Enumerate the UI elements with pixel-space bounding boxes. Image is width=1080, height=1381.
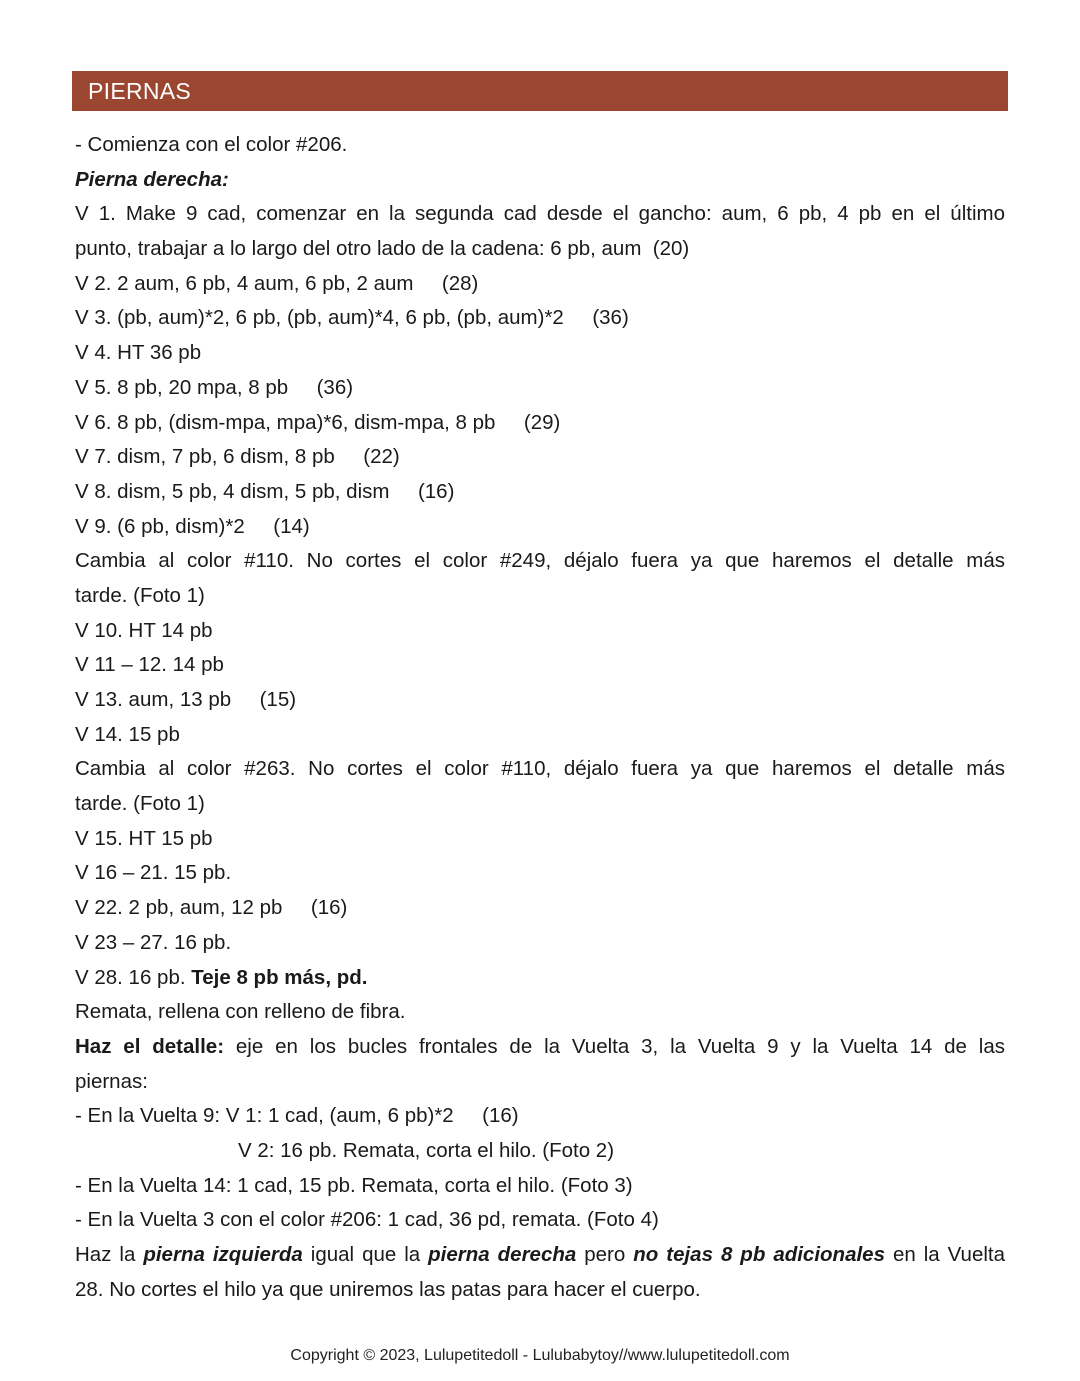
text-line: V 5. 8 pb, 20 mpa, 8 pb (36) [75,375,354,399]
section-title: PIERNAS [88,78,192,104]
text-line: V 10. HT 14 pb [75,618,213,642]
text-line: V 3. (pb, aum)*2, 6 pb, (pb, aum)*4, 6 pb, (pb, aum)*2 (36) [75,306,629,330]
text-line: Remata, rellena con relleno de fibra. [75,1000,406,1024]
text-line: - En la Vuelta 14: 1 cad, 15 pb. Remata, corta el hilo. (Foto 3) [75,1173,633,1197]
text-run: V 28. 16 pb. [75,965,192,989]
text-line: V 7. dism, 7 pb, 6 dism, 8 pb (22) [75,445,400,469]
text-line: tarde. (Foto 1) [75,583,205,607]
text-line: - Comienza con el color #206. [75,133,348,156]
bold-italic-text-run: pierna derecha [428,1243,577,1266]
text-run: en la Vuelta [884,1243,1005,1266]
text-line [75,1238,1005,1273]
text-line: punto, trabajar a lo largo del otro lado de la cadena: 6 pb, aum (20) [75,237,690,261]
text-line [75,1030,1005,1065]
text-line: V 8. dism, 5 pb, 4 dism, 5 pb, dism (16) [75,479,455,503]
text-line: V 15. HT 15 pb [75,826,213,850]
text-line: Cambia al color #110. No cortes el color #249, déjalo fuera ya que haremos el detalle más [75,549,1005,573]
text-line: V 6. 8 pb, (dism-mpa, mpa)*6, dism-mpa, 8 pb (29) [75,410,561,434]
text-line: - En la Vuelta 9: V 1: 1 cad, (aum, 6 pb)*2 (16) [75,1104,519,1128]
text-line: tarde. (Foto 1) [75,792,205,816]
copyright-footer: Copyright © 2023, Lulupetitedoll - Lulubabytoy//www.lulupetitedoll.com [290,1347,790,1364]
text-run: pero [576,1243,634,1266]
text-line: V 16 – 21. 15 pb. [75,861,232,885]
bold-text-run: Teje 8 pb más, pd. [191,965,368,989]
text-line: Cambia al color #263. No cortes el color #110, déjalo fuera ya que haremos el detalle más [75,757,1005,781]
text-line: V 11 – 12. 14 pb [75,653,224,677]
text-line: piernas: [75,1069,148,1093]
text-line: V 1. Make 9 cad, comenzar en la segunda cad desde el gancho: aum, 6 pb, 4 pb en el último [75,202,1005,226]
text-run: eje en los bucles frontales de la Vuelta 3, la Vuelta 9 y la Vuelta 14 de las [224,1034,1006,1058]
text-line: V 23 – 27. 16 pb. [75,930,232,954]
section-header [72,71,1008,111]
text-line: V 4. HT 36 pb [75,341,202,365]
text-line: V 2: 16 pb. Remata, corta el hilo. (Foto 2) [238,1138,615,1162]
bold-italic-text-run: no tejas 8 pb adicionales [633,1243,885,1266]
text-line: V 13. aum, 13 pb (15) [75,688,297,711]
bold-text-run: Haz el detalle: [75,1034,225,1058]
text-line: V 14. 15 pb [75,722,180,746]
text-line: V 22. 2 pb, aum, 12 pb (16) [75,896,348,920]
text-run: Haz la [75,1243,144,1266]
text-line: - En la Vuelta 3 con el color #206: 1 cad, 36 pd, remata. (Foto 4) [75,1208,659,1232]
bold-italic-text-run: pierna izquierda [143,1243,303,1266]
text-line: V 9. (6 pb, dism)*2 (14) [75,514,310,538]
subheading-right-leg: Pierna derecha: [75,167,229,191]
text-run: igual que la [302,1243,429,1266]
text-line: V 2. 2 aum, 6 pb, 4 aum, 6 pb, 2 aum (28) [75,271,479,295]
pattern-body [75,128,1005,1307]
text-line [75,961,1005,996]
text-line: 28. No cortes el hilo ya que uniremos las patas para hacer el cuerpo. [75,1277,701,1301]
